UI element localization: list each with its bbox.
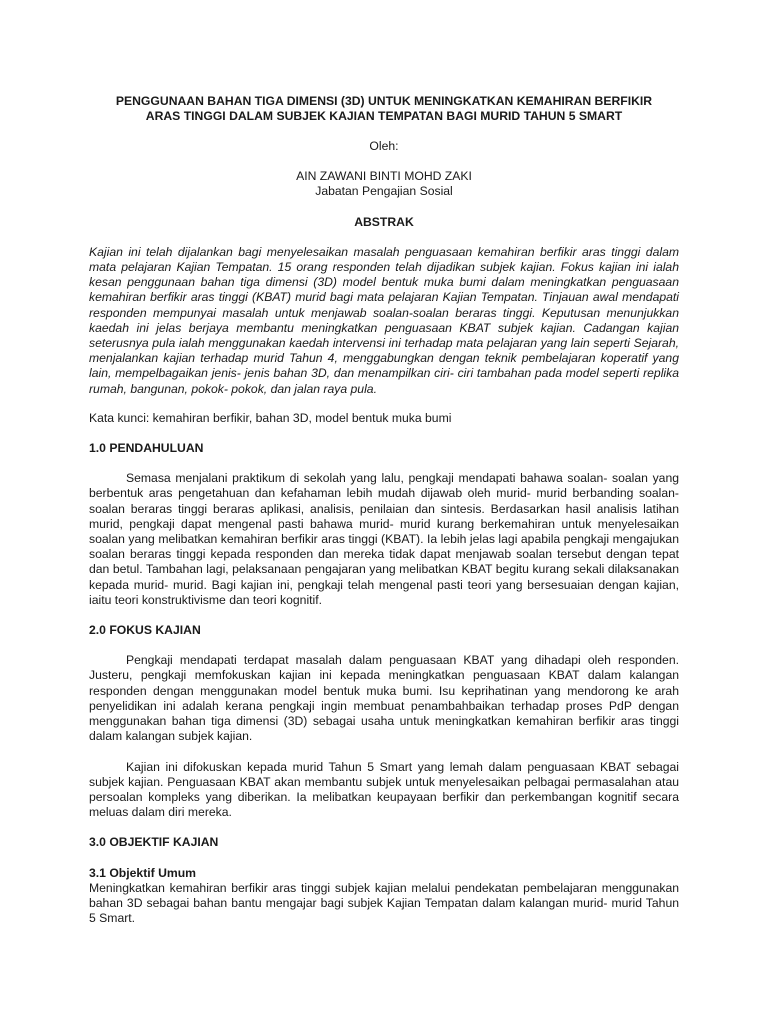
document-page bbox=[89, 94, 679, 926]
author-name: AIN ZAWANI BINTI MOHD ZAKI bbox=[296, 169, 472, 184]
abstract-text: Kajian ini telah dijalankan bagi menyelesaikan masalah penguasaan kemahiran berfikir aras tinggi dalam mata pelajaran Kajian Tempatan. 15 orang responden telah dijadikan subjek kajian. Fokus kajian ini ialah kesan penggunaan bahan tiga dimensi (3D) model bentuk muka bumi dalam meningkatkan penguasaan kemahiran berfikir aras tinggi (KBAT) murid bagi mata pelajaran Kajian Tempatan. Tinjauan awal mendapati responden mempunyai masalah untuk menjawab soalan-soalan beraras tinggi. Keputusan menunjukkan kaedah ini jelas berjaya membantu meningkatkan penguasaan KBAT subjek kajian. Cadangan kajian seterusnya pula ialah menggunakan kaedah intervensi ini terhadap mata pelajaran yang lain seperti Sejarah, menjalankan kajian terhadap murid Tahun 4, menggabungkan dengan teknik pembelajaran koperatif yang lain, mempelbagaikan jenis- jenis bahan 3D, dan menampilkan ciri- ciri tambahan pada model seperti replika rumah, bangunan, pokok- pokok, dan jalan raya pula. bbox=[89, 244, 679, 396]
section-2-paragraph-2: Kajian ini difokuskan kepada murid Tahun 5 Smart yang lemah dalam penguasaan KBAT sebagai subjek kajian. Penguasaan KBAT akan membantu subjek untuk menyelesaikan pelbagai permasalahan atau persoalan kompleks yang diberikan. Ia melibatkan keupayaan berfikir dan perkembangan kognitif secara meluas dalam diri mereka. bbox=[89, 759, 679, 820]
section-3-1-heading: 3.1 Objektif Umum bbox=[89, 865, 197, 880]
section-2-paragraph-1: Pengkaji mendapati terdapat masalah dalam penguasaan KBAT yang dihadapi oleh responden. Justeru, pengkaji memfokuskan kajian ini kepada meningkatkan penguasaan KBAT dalam kalangan responden dengan menggunakan model bentuk muka bumi. Isu keprihatinan yang mendorong ke arah penyelidikan ini adalah kerana pengkaji ingin membuat penambahbaikan terhadap proses PdP dengan menggunakan bahan tiga dimensi (3D) sebagai usaha untuk meningkatkan kemahiran berfikir aras tinggi dalam kalangan subjek kajian. bbox=[89, 653, 679, 744]
section-3-heading: 3.0 OBJEKTIF KAJIAN bbox=[89, 835, 219, 850]
paper-title-line-1: PENGGUNAAN BAHAN TIGA DIMENSI (3D) UNTUK MENINGKATKAN KEMAHIRAN BERFIKIR bbox=[115, 94, 653, 108]
author-department: Jabatan Pengajian Sosial bbox=[315, 184, 453, 199]
section-1-heading: 1.0 PENDAHULUAN bbox=[89, 441, 204, 456]
abstract-heading: ABSTRAK bbox=[354, 214, 414, 229]
section-3-1-paragraph: Meningkatkan kemahiran berfikir aras tinggi subjek kajian melalui pendekatan pembelajaran menggunakan bahan 3D sebagai bahan bantu mengajar bagi subjek Kajian Tempatan dalam kalangan murid- murid Tahun 5 Smart. bbox=[89, 880, 679, 926]
keywords: Kata kunci: kemahiran berfikir, bahan 3D, model bentuk muka bumi bbox=[89, 410, 452, 425]
section-1-paragraph: Semasa menjalani praktikum di sekolah yang lalu, pengkaji mendapati bahawa soalan- soalan yang berbentuk aras pengetahuan dan kefahaman lebih mudah dijawab oleh murid- murid berbanding soalan-soalan beraras tinggi beraras aplikasi, analisis, penilaian dan sintesis. Berdasarkan hasil analisis latihan murid, pengkaji dapat mengenal pasti bahawa murid- murid kurang berkemahiran untuk menyelesaikan soalan yang melibatkan kemahiran berfikir aras tinggi (KBAT). Ia lebih jelas lagi apabila pengkaji mengajukan soalan beraras tinggi kepada responden dan mereka tidak dapat menjawab soalan tersebut dengan tepat dan betul. Tambahan lagi, pelaksanaan pengajaran yang melibatkan KBAT begitu kurang sekali dilaksanakan kepada murid- murid. Bagi kajian ini, pengkaji telah mengenal pasti teori yang bersesuaian dengan kajian, iaitu teori konstruktivisme dan teori kognitif. bbox=[89, 471, 679, 607]
paper-title-line-2: ARAS TINGGI DALAM SUBJEK KAJIAN TEMPATAN BAGI MURID TAHUN 5 SMART bbox=[145, 109, 623, 123]
by-label: Oleh: bbox=[369, 139, 399, 153]
section-2-heading: 2.0 FOKUS KAJIAN bbox=[89, 623, 201, 638]
